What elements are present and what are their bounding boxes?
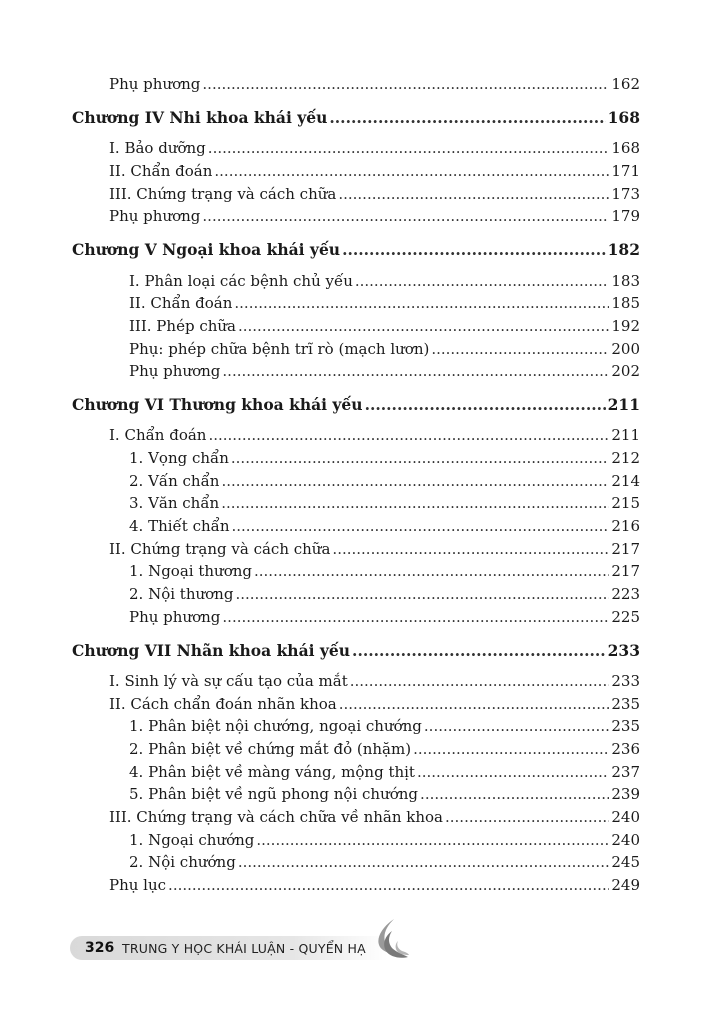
toc-entry-title: I. Phân loại các bệnh chủ yếu	[129, 272, 353, 290]
toc-entry	[129, 471, 640, 491]
toc-entry-page: 233	[611, 672, 640, 690]
toc-leader-dots	[234, 293, 609, 313]
toc-entry-page: 240	[611, 808, 640, 826]
toc-entry-title: 4. Thiết chẩn	[129, 517, 230, 535]
toc-entry	[129, 584, 640, 604]
toc-entry	[129, 784, 640, 804]
toc-entry	[129, 561, 640, 581]
toc-entry	[129, 516, 640, 536]
toc-entry-title: Chương IV Nhi khoa khái yếu	[72, 108, 328, 127]
toc-entry-page: 211	[607, 395, 640, 414]
toc-entry-title: 2. Nội thương	[129, 585, 234, 603]
toc-leader-dots	[254, 561, 609, 581]
toc-leader-dots	[420, 784, 609, 804]
toc-leader-dots	[350, 671, 610, 691]
toc-entry	[129, 830, 640, 850]
toc-entry-page: 214	[611, 472, 640, 490]
toc-entry-page: 200	[611, 340, 640, 358]
publisher-logo-icon	[372, 917, 410, 961]
toc-entry-page: 212	[611, 449, 640, 467]
toc-entry	[109, 184, 640, 204]
toc-leader-dots	[231, 448, 609, 468]
toc-entry-title: Phụ phương	[109, 207, 201, 225]
toc-entry-title: Chương V Ngoại khoa khái yếu	[72, 240, 341, 259]
toc-leader-dots	[413, 739, 609, 759]
toc-entry-title: II. Chẩn đoán	[109, 162, 213, 180]
toc-entry-page: 182	[607, 240, 640, 259]
toc-leader-dots	[214, 161, 609, 181]
toc-entry-page: 211	[611, 426, 640, 444]
toc-entry-page: 179	[611, 207, 640, 225]
toc-entry-page: 239	[611, 785, 640, 803]
toc-entry-page: 249	[611, 876, 640, 894]
toc-leader-dots	[445, 807, 609, 827]
footer-page-number: 326	[85, 940, 115, 956]
toc-entry-title: II. Cách chẩn đoán nhãn khoa	[109, 695, 337, 713]
toc-leader-dots	[231, 516, 609, 536]
toc-leader-dots	[424, 716, 609, 736]
toc-entry	[129, 293, 640, 313]
toc-entry-page: 192	[611, 317, 640, 335]
toc-entry	[109, 74, 640, 94]
toc-entry-page: 185	[611, 294, 640, 312]
toc-entry	[129, 493, 640, 513]
toc-chapter-entry	[72, 641, 640, 661]
toc-entry-title: Phụ phương	[109, 75, 201, 93]
toc-entry	[129, 716, 640, 736]
toc-entry-title: I. Bảo dưỡng	[109, 139, 206, 157]
toc-entry-title: II. Chẩn đoán	[129, 294, 233, 312]
toc-chapter-entry	[72, 240, 640, 260]
toc-leader-dots	[208, 425, 609, 445]
toc-entry-title: 2. Nội chướng	[129, 853, 236, 871]
toc-entry-title: 1. Ngoại chướng	[129, 831, 255, 849]
toc-leader-dots	[365, 395, 606, 415]
toc-chapter-entry	[72, 108, 640, 128]
toc-entry	[129, 361, 640, 381]
toc-entry-title: 5. Phân biệt về ngũ phong nội chướng	[129, 785, 419, 803]
toc-leader-dots	[355, 271, 610, 291]
toc-entry	[109, 206, 640, 226]
toc-entry-page: 235	[611, 717, 640, 735]
toc-entry-title: Phụ phương	[129, 608, 221, 626]
toc-entry	[129, 316, 640, 336]
toc-leader-dots	[168, 875, 609, 895]
toc-entry	[129, 762, 640, 782]
toc-entry-page: 225	[611, 608, 640, 626]
toc-chapter-entry	[72, 395, 640, 415]
toc-entry-title: I. Sinh lý và sự cấu tạo của mắt	[109, 672, 348, 690]
toc-leader-dots	[238, 852, 610, 872]
toc-leader-dots	[431, 339, 609, 359]
toc-entry	[129, 271, 640, 291]
toc-leader-dots	[221, 493, 609, 513]
toc-leader-dots	[238, 316, 609, 336]
toc-leader-dots	[342, 240, 606, 260]
toc-entry-title: III. Chứng trạng và cách chữa về nhãn khoa	[109, 808, 443, 826]
toc-entry	[109, 671, 640, 691]
toc-leader-dots	[202, 206, 609, 226]
toc-leader-dots	[222, 361, 609, 381]
toc-entry	[129, 339, 640, 359]
toc-entry-title: I. Chẩn đoán	[109, 426, 207, 444]
toc-leader-dots	[256, 830, 609, 850]
toc-entry	[109, 875, 640, 895]
toc-entry-page: 245	[611, 853, 640, 871]
toc-entry-page: 162	[611, 75, 640, 93]
toc-leader-dots	[417, 762, 609, 782]
toc-entry-page: 168	[611, 139, 640, 157]
toc-leader-dots	[221, 471, 609, 491]
toc-entry-page: 237	[611, 763, 640, 781]
toc-entry-title: 3. Văn chẩn	[129, 494, 220, 512]
toc-leader-dots	[339, 694, 610, 714]
toc-entry	[109, 425, 640, 445]
toc-entry-title: III. Phép chữa	[129, 317, 236, 335]
toc-entry-page: 233	[607, 641, 640, 660]
toc-entry-title: Phụ: phép chữa bệnh trĩ rò (mạch lươn)	[129, 340, 430, 358]
toc-entry-page: 235	[611, 695, 640, 713]
toc-entry	[109, 807, 640, 827]
toc-entry	[129, 852, 640, 872]
toc-leader-dots	[222, 607, 609, 627]
toc-leader-dots	[352, 641, 606, 661]
toc-entry-page: 240	[611, 831, 640, 849]
toc-leader-dots	[202, 74, 609, 94]
toc-entry-title: 1. Ngoại thương	[129, 562, 252, 580]
toc-entry	[129, 739, 640, 759]
toc-leader-dots	[235, 584, 609, 604]
toc-entry-title: 4. Phân biệt về màng váng, mộng thịt	[129, 763, 415, 781]
toc-entry-page: 183	[611, 272, 640, 290]
toc-entry-title: 1. Phân biệt nội chướng, ngoại chướng	[129, 717, 422, 735]
toc-entry-title: Phụ lục	[109, 876, 167, 894]
toc-leader-dots	[208, 138, 610, 158]
toc-entry-page: 217	[611, 540, 640, 558]
toc-entry-page: 173	[611, 185, 640, 203]
toc-entry	[109, 161, 640, 181]
toc-entry-page: 217	[611, 562, 640, 580]
footer-book-title: TRUNG Y HỌC KHÁI LUẬN - QUYỂN HẠ	[122, 941, 366, 956]
toc-leader-dots	[338, 184, 609, 204]
toc-entry	[129, 607, 640, 627]
toc-entry	[109, 138, 640, 158]
toc-entry-page: 223	[611, 585, 640, 603]
toc-entry-title: Chương VII Nhãn khoa khái yếu	[72, 641, 351, 660]
toc-entry	[129, 448, 640, 468]
toc-entry-page: 216	[611, 517, 640, 535]
toc-entry-title: Chương VI Thương khoa khái yếu	[72, 395, 363, 414]
toc-entry-title: 1. Vọng chẩn	[129, 449, 229, 467]
toc-entry-title: 2. Vấn chẩn	[129, 472, 220, 490]
toc-entry-page: 236	[611, 740, 640, 758]
toc-entry-page: 202	[611, 362, 640, 380]
toc-entry-page: 215	[611, 494, 640, 512]
toc-entry-page: 168	[607, 108, 640, 127]
toc-leader-dots	[332, 539, 609, 559]
toc-entry	[109, 694, 640, 714]
toc-entry	[109, 539, 640, 559]
toc-leader-dots	[329, 108, 605, 128]
toc-entry-title: III. Chứng trạng và cách chữa	[109, 185, 337, 203]
toc-entry-title: II. Chứng trạng và cách chữa	[109, 540, 331, 558]
toc-entry-title: Phụ phương	[129, 362, 221, 380]
toc-entry-title: 2. Phân biệt về chứng mắt đỏ (nhặm)	[129, 740, 412, 758]
toc-entry-page: 171	[611, 162, 640, 180]
